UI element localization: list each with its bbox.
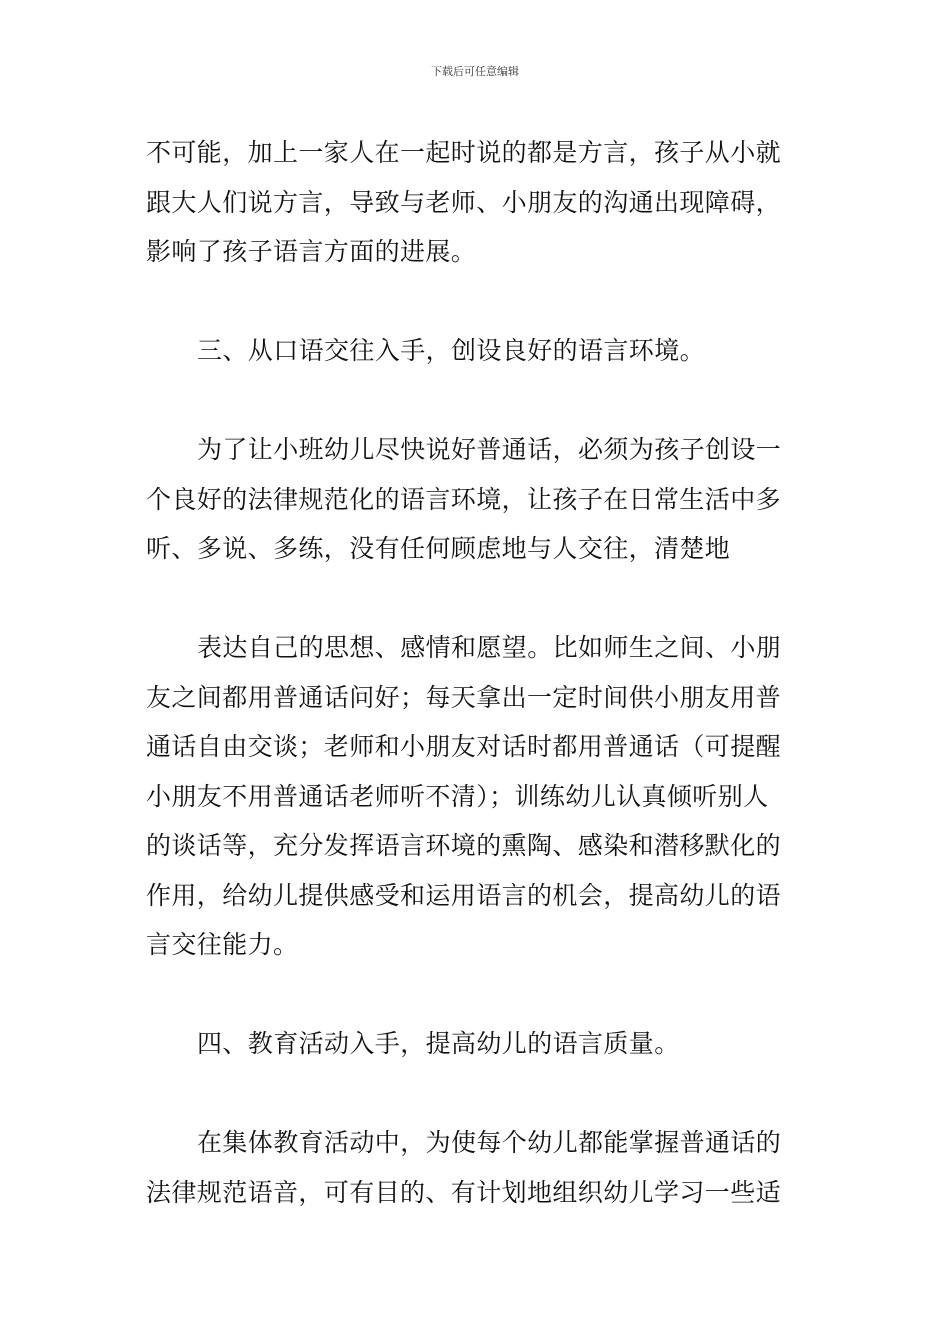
text-line: 表达自己的思想、感情和愿望。比如师生之间、小朋 <box>197 633 782 662</box>
paragraph-gap <box>146 574 808 624</box>
text-line: 友之间都用普通话问好；每天拿出一定时间供小朋友用普 <box>146 682 782 712</box>
text-line: 法律规范语音，可有目的、有计划地组织幼儿学习一些适 <box>146 1177 782 1207</box>
paragraph <box>146 1118 808 1217</box>
paragraph <box>146 128 808 277</box>
text-line: 的谈话等，充分发挥语言环境的熏陶、感染和潜移默化的 <box>146 831 782 860</box>
text-line: 小朋友不用普通话老师听不清）；训练幼儿认真倾听别人 <box>146 781 769 811</box>
paragraph-gap <box>146 376 808 426</box>
paragraph-gap <box>146 277 808 327</box>
text-line: 影响了孩子语言方面的进展。 <box>146 237 477 266</box>
paragraph-gap <box>146 1069 808 1119</box>
paragraph-gap <box>146 970 808 1020</box>
text-line: 个良好的法律规范化的语言环境，让孩子在日常生活中多 <box>146 484 782 514</box>
heading-line: 四、教育活动入手，提高幼儿的语言质量。 <box>197 1029 680 1058</box>
text-line: 言交往能力。 <box>146 930 299 959</box>
text-line: 作用，给幼儿提供感受和运用语言的机会，提高幼儿的语 <box>146 880 782 910</box>
document-body <box>146 128 808 1217</box>
text-line: 通话自由交谈；老师和小朋友对话时都用普通话（可提醒 <box>146 732 782 761</box>
paragraph <box>146 623 808 970</box>
text-line: 为了让小班幼儿尽快说好普通话，必须为孩子创设一 <box>197 435 782 464</box>
text-line: 在集体教育活动中，为使每个幼儿都能掌握普通话的 <box>197 1128 782 1157</box>
text-line: 听、多说、多练，没有任何顾虑地与人交往，清楚地 <box>146 534 731 563</box>
heading-line: 三、从口语交往入手，创设良好的语言环境。 <box>197 336 706 365</box>
page-header: 下载后可任意编辑 <box>431 65 519 78</box>
section-heading <box>146 326 808 376</box>
text-line: 跟大人们说方言，导致与老师、小朋友的沟通出现障碍， <box>146 187 782 217</box>
text-line: 不可能，加上一家人在一起时说的都是方言，孩子从小就 <box>146 138 782 167</box>
section-heading <box>146 1019 808 1069</box>
paragraph <box>146 425 808 574</box>
